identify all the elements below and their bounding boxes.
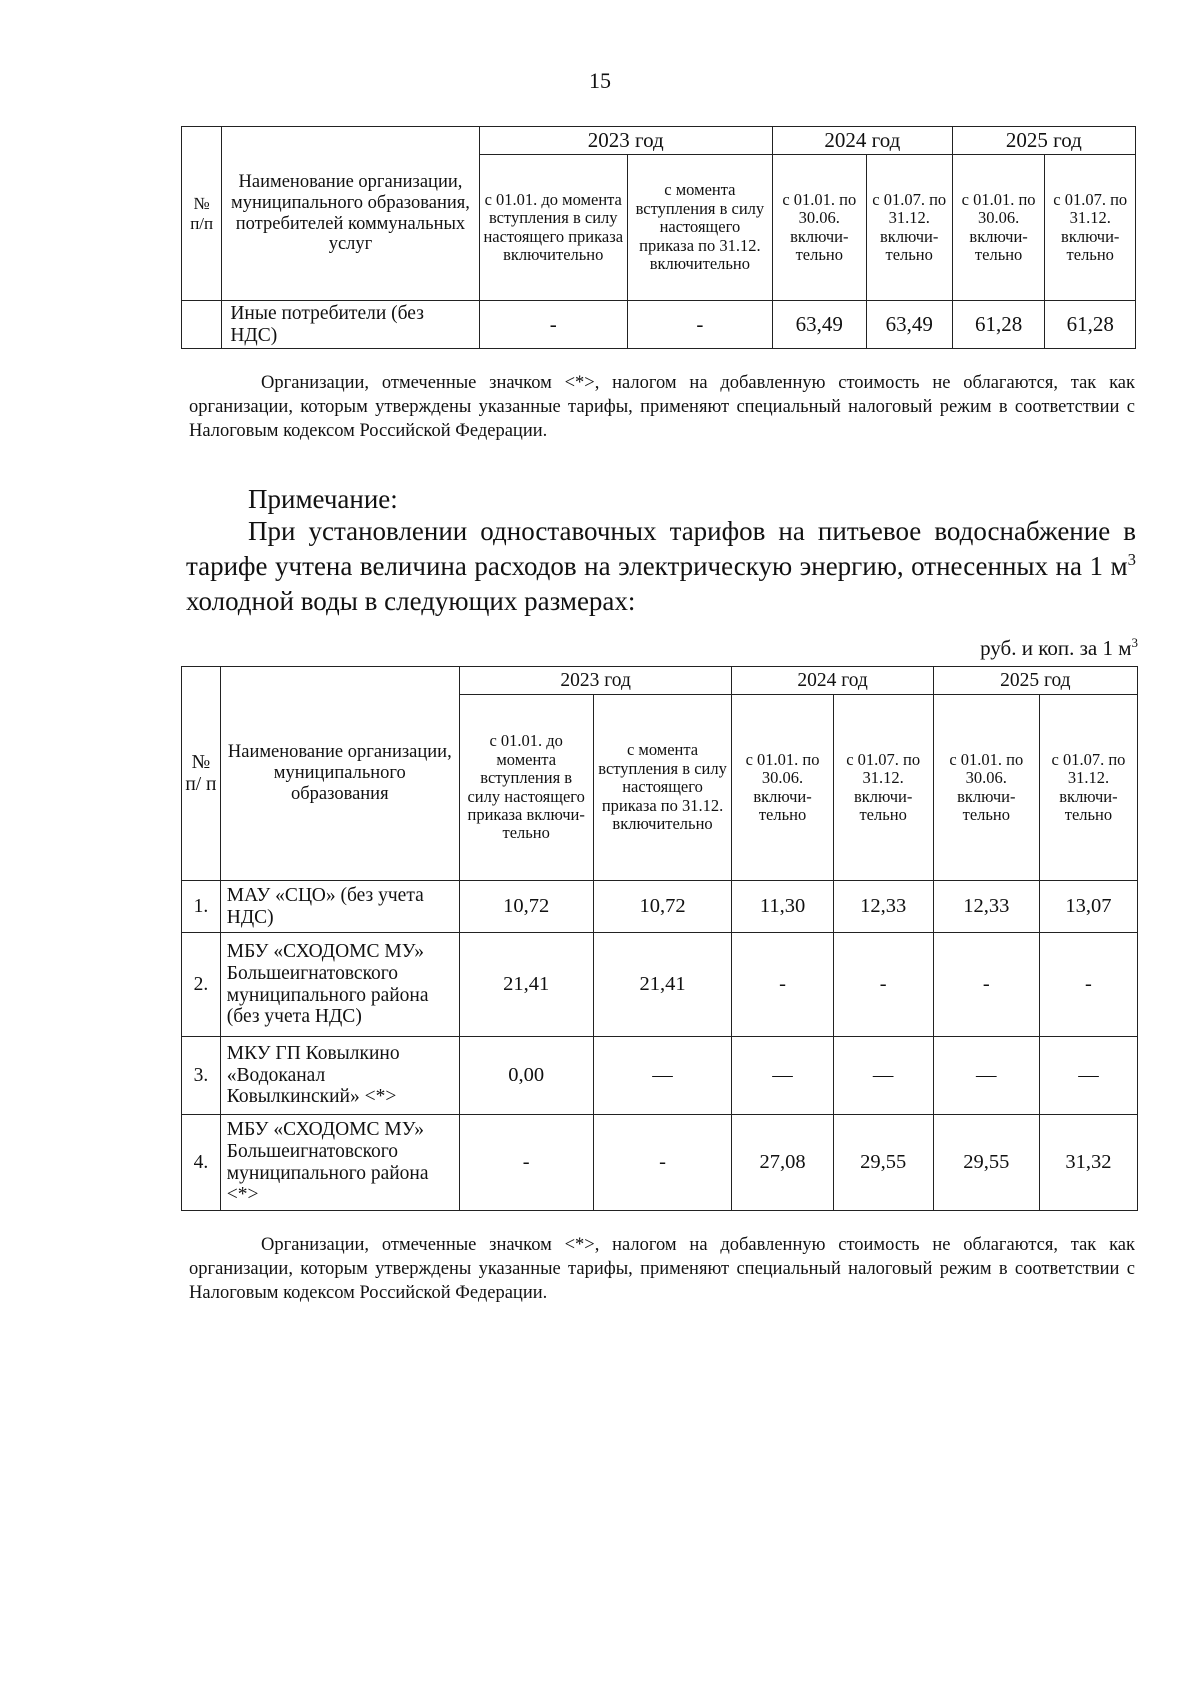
note-text: При установлении одноставочных тарифов на питьевое водоснабжение в тарифе учтена величина расходов на электрическую энергию, отнесенных на 1 м [186,516,1136,581]
note-body [186,514,1136,619]
period-header: с 01.07. по 31.12. включи-тельно [1045,155,1136,301]
cost-value: 12,33 [933,881,1039,933]
row-number: 1. [182,881,221,933]
cost-value: 29,55 [933,1115,1039,1211]
tariff-table-consumers [181,126,1136,349]
year-header: 2023 год [479,127,772,155]
cost-value: 10,72 [593,881,732,933]
tariff-value: 61,28 [1045,301,1136,349]
note-title: Примечание: [248,484,398,514]
period-header: с 01.01. по 30.06. включи-тельно [732,695,833,881]
cost-value: 31,32 [1039,1115,1137,1211]
num-header: № п/п [182,127,222,301]
cost-value: 0,00 [459,1037,593,1115]
period-header: с момента вступления в силу настоящего приказа по 31.12. включительно [627,155,772,301]
year-header: 2023 год [459,667,732,695]
organization-name: МБУ «СХОДОМС МУ» Большеигнатовского муниципального района <*> [220,1115,459,1211]
year-header: 2024 год [732,667,933,695]
table-row [182,1115,1138,1211]
period-header: с 01.01. до момента вступления в силу настоящего приказа включительно [479,155,627,301]
row-number: 2. [182,933,221,1037]
cost-value: - [593,1115,732,1211]
tariff-value: 61,28 [952,301,1045,349]
cost-value: - [833,933,933,1037]
period-header: с 01.07. по 31.12. включи-тельно [1039,695,1137,881]
table-row [182,1037,1138,1115]
cost-value: 13,07 [1039,881,1137,933]
tariff-value: - [479,301,627,349]
footnote-vat [189,1233,1135,1305]
tariff-value: 63,49 [772,301,866,349]
row-number: 4. [182,1115,221,1211]
period-header: с 01.07. по 31.12. включи-тельно [866,155,952,301]
cost-value: — [1039,1037,1137,1115]
period-header: с 01.07. по 31.12. включи-тельно [833,695,933,881]
cost-value: - [1039,933,1137,1037]
cost-value: — [732,1037,833,1115]
period-header: с момента вступления в силу настоящего приказа по 31.12. включительно [593,695,732,881]
cost-value: 21,41 [459,933,593,1037]
tariff-value: 63,49 [866,301,952,349]
consumer-name: Иные потребители (без НДС) [222,301,479,349]
row-number: 3. [182,1037,221,1115]
cost-value: 29,55 [833,1115,933,1211]
footnote-text: Организации, отмеченные значком <*>, налогом на добавленную стоимость не облагаются, так как организации, которым утверждены указанные тарифы, применяют специальный налоговый режим в соответствии с Налоговым кодексом Российской Федерации. [189,1235,1135,1303]
cost-value: 21,41 [593,933,732,1037]
cost-value: - [933,933,1039,1037]
unit-text: руб. и коп. за 1 м [980,636,1132,660]
period-header: с 01.01. по 30.06. включи-тельно [933,695,1039,881]
table-row [182,933,1138,1037]
cost-value: 10,72 [459,881,593,933]
cost-value: 11,30 [732,881,833,933]
cost-value: 12,33 [833,881,933,933]
organization-name: МКУ ГП Ковылкино «Водоканал Ковылкинский» <*> [220,1037,459,1115]
row-number [182,301,222,349]
footnote-text: Организации, отмеченные значком <*>, налогом на добавленную стоимость не облагаются, так как организации, которым утверждены указанные тарифы, применяют специальный налоговый режим в соответствии с Налоговым кодексом Российской Федерации. [189,373,1135,441]
name-header: Наименование организации, муниципального образования, потребителей коммунальных услуг [222,127,479,301]
organization-name: МБУ «СХОДОМС МУ» Большеигнатовского муниципального района (без учета НДС) [220,933,459,1037]
table-row [182,881,1138,933]
period-header: с 01.01. до момента вступления в силу настоящего приказа включи-тельно [459,695,593,881]
year-header: 2025 год [952,127,1135,155]
footnote-vat [189,371,1135,443]
name-header: Наименование организации, муниципального образования [220,667,459,881]
cost-value: — [593,1037,732,1115]
cost-value: - [459,1115,593,1211]
page-number: 15 [589,68,611,93]
cost-value: — [933,1037,1039,1115]
period-header: с 01.01. по 30.06. включи-тельно [772,155,866,301]
unit-superscript: 3 [1131,635,1138,650]
year-header: 2025 год [933,667,1137,695]
num-header: № п/ п [182,667,221,881]
tariff-value: - [627,301,772,349]
electricity-cost-table [181,666,1138,1211]
cost-value: - [732,933,833,1037]
cost-value: — [833,1037,933,1115]
year-header: 2024 год [772,127,952,155]
organization-name: МАУ «СЦО» (без учета НДС) [220,881,459,933]
note-text-end: холодной воды в следующих размерах: [186,586,636,616]
note-superscript: 3 [1127,550,1136,569]
unit-label [980,636,1138,661]
cost-value: 27,08 [732,1115,833,1211]
period-header: с 01.01. по 30.06. включи-тельно [952,155,1045,301]
table-row [182,301,1136,349]
